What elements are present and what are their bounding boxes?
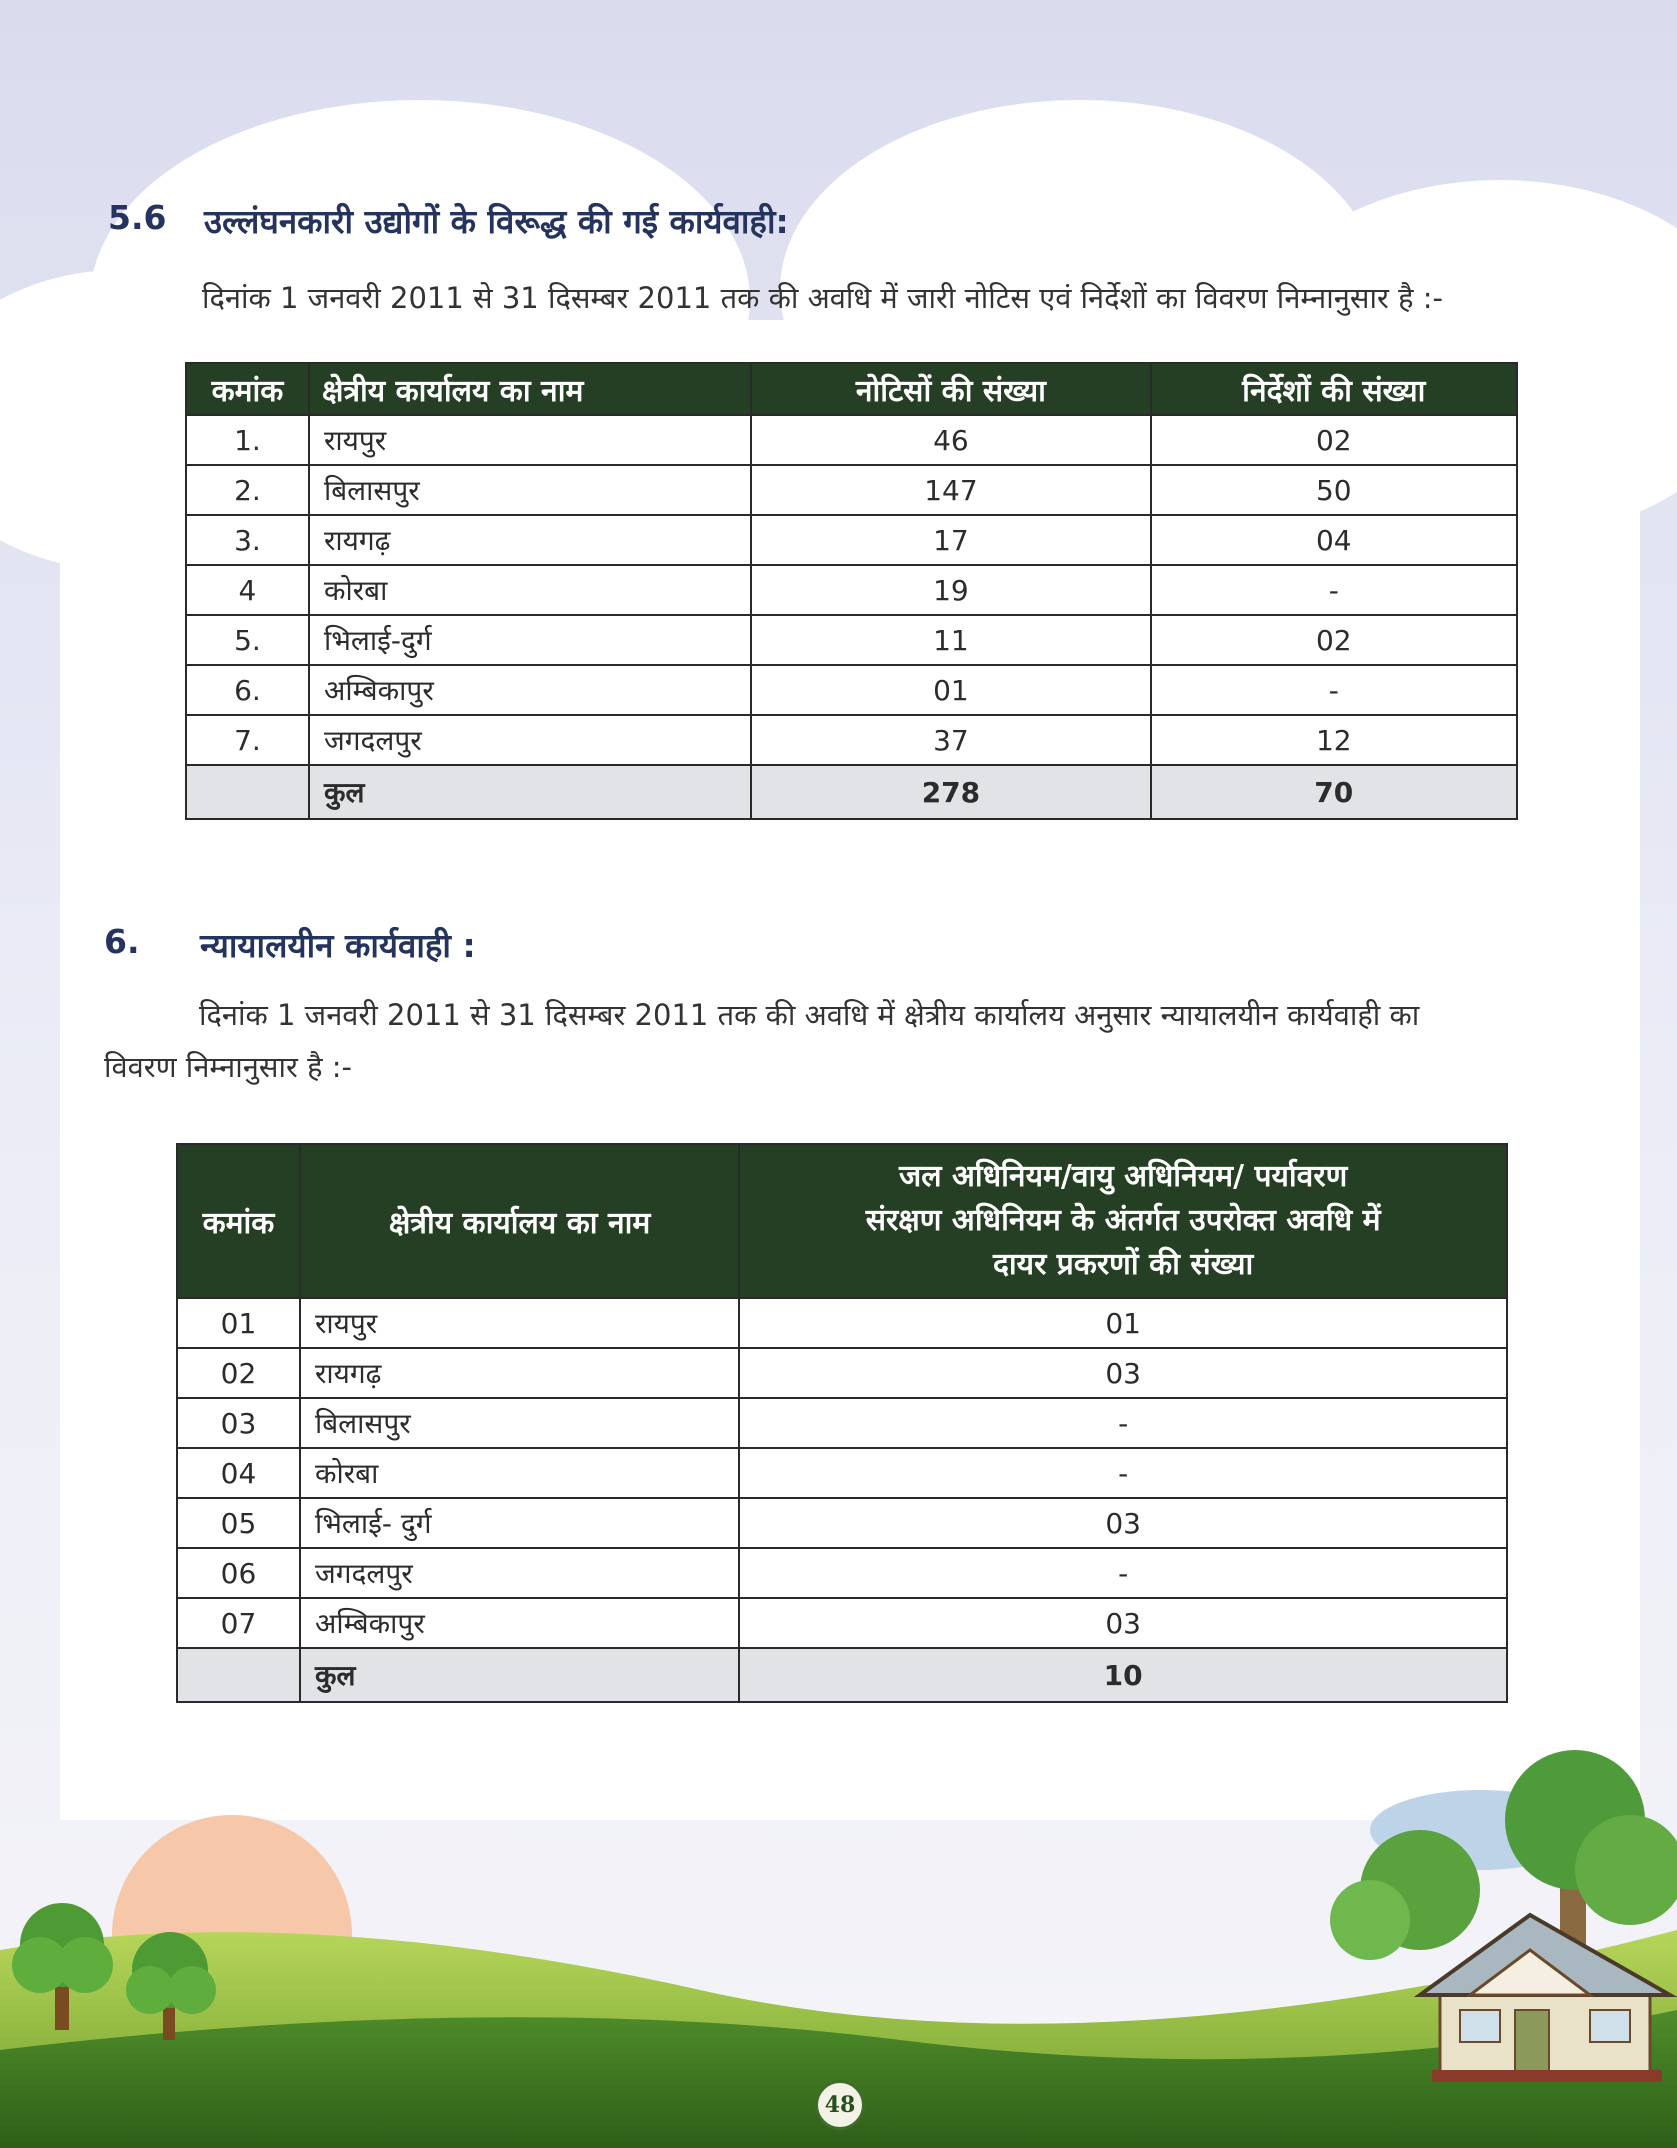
table-row (177, 1598, 1507, 1648)
table-cell: 04 (1151, 515, 1517, 565)
section-title: न्यायालयीन कार्यवाही : (200, 926, 476, 965)
table-row (186, 715, 1517, 765)
table-cell: 06 (177, 1548, 300, 1598)
total-cell (186, 765, 309, 819)
table-row (177, 1348, 1507, 1398)
table-cell: 147 (751, 465, 1150, 515)
col-header-serial: कमांक (177, 1144, 300, 1298)
notices-table (185, 362, 1518, 820)
table-cell: 4 (186, 565, 309, 615)
table-cell: - (1151, 665, 1517, 715)
total-cell: कुल (309, 765, 751, 819)
table-cell: बिलासपुर (300, 1398, 739, 1448)
table-cell: रायगढ़ (300, 1348, 739, 1398)
intro-line-1: दिनांक 1 जनवरी 2011 से 31 दिसम्बर 2011 तक की अवधि में क्षेत्रीय कार्यालय अनुसार न्यायालयीन कार्यवाही का (199, 998, 1420, 1032)
table-row (177, 1548, 1507, 1598)
table-cell: भिलाई- दुर्ग (300, 1498, 739, 1548)
table-cell: 01 (751, 665, 1150, 715)
table-cell: 02 (177, 1348, 300, 1398)
table-row (186, 565, 1517, 615)
table-cell: 07 (177, 1598, 300, 1648)
table-header-row (177, 1144, 1507, 1298)
total-cell: कुल (300, 1648, 739, 1702)
table-row (177, 1298, 1507, 1348)
table-cell: 11 (751, 615, 1150, 665)
table-cell: कोरबा (309, 565, 751, 615)
table-cell: कोरबा (300, 1448, 739, 1498)
table-cell: बिलासपुर (309, 465, 751, 515)
table-cell: 05 (177, 1498, 300, 1548)
table-cell: 2. (186, 465, 309, 515)
table-row (186, 665, 1517, 715)
col-header-serial: कमांक (186, 363, 309, 415)
table-cell: 02 (1151, 415, 1517, 465)
col-header-office: क्षेत्रीय कार्यालय का नाम (309, 363, 751, 415)
table-cell: 04 (177, 1448, 300, 1498)
total-cell: 278 (751, 765, 1150, 819)
table-cell: 19 (751, 565, 1150, 615)
table-cell: 12 (1151, 715, 1517, 765)
table-cell: - (739, 1398, 1507, 1448)
court-cases-table (176, 1143, 1508, 1703)
table-cell: 03 (739, 1598, 1507, 1648)
header-line: दायर प्रकरणों की संख्या (992, 1247, 1254, 1282)
col-header-cases (739, 1144, 1507, 1298)
col-header-office: क्षेत्रीय कार्यालय का नाम (300, 1144, 739, 1298)
table-cell: जगदलपुर (300, 1548, 739, 1598)
total-cell (177, 1648, 300, 1702)
header-line: जल अधिनियम/वायु अधिनियम/ पर्यावरण (898, 1159, 1348, 1194)
page-number: 48 (815, 2080, 865, 2130)
table-cell: 03 (739, 1498, 1507, 1548)
table-row (186, 615, 1517, 665)
table-cell: अम्बिकापुर (300, 1598, 739, 1648)
table-cell: 1. (186, 415, 309, 465)
table-row (186, 465, 1517, 515)
table-cell: 6. (186, 665, 309, 715)
table-cell: 37 (751, 715, 1150, 765)
table-total-row (186, 765, 1517, 819)
table-cell: 5. (186, 615, 309, 665)
table-cell: 03 (177, 1398, 300, 1448)
table-cell: - (1151, 565, 1517, 615)
table-cell: 01 (177, 1298, 300, 1348)
table-total-row (177, 1648, 1507, 1702)
section-intro-6 (104, 985, 1594, 1097)
total-cell: 10 (739, 1648, 1507, 1702)
table-cell: 01 (739, 1298, 1507, 1348)
table-cell: रायपुर (300, 1298, 739, 1348)
table-row (177, 1398, 1507, 1448)
table-row (177, 1498, 1507, 1548)
header-line: संरक्षण अधिनियम के अंतर्गत उपरोक्त अवधि में (865, 1203, 1381, 1238)
col-header-directions: निर्देशों की संख्या (1151, 363, 1517, 415)
section-number: 5.6 (108, 198, 167, 237)
section-intro-5-6: दिनांक 1 जनवरी 2011 से 31 दिसम्बर 2011 तक की अवधि में जारी नोटिस एवं निर्देशों का विवरण निम्नानुसार है :- (202, 281, 1443, 315)
table-cell: 50 (1151, 465, 1517, 515)
section-title: उल्लंघनकारी उद्योगों के विरूद्ध की गई कार्यवाही: (204, 202, 789, 241)
table-cell: - (739, 1548, 1507, 1598)
table-header-row (186, 363, 1517, 415)
table-cell: 03 (739, 1348, 1507, 1398)
total-cell: 70 (1151, 765, 1517, 819)
table-cell: भिलाई-दुर्ग (309, 615, 751, 665)
table-cell: जगदलपुर (309, 715, 751, 765)
table-cell: रायगढ़ (309, 515, 751, 565)
section-number: 6. (104, 922, 140, 961)
table-cell: रायपुर (309, 415, 751, 465)
table-cell: 3. (186, 515, 309, 565)
table-cell: 02 (1151, 615, 1517, 665)
table-cell: - (739, 1448, 1507, 1498)
table-cell: 17 (751, 515, 1150, 565)
table-cell: अम्बिकापुर (309, 665, 751, 715)
table-row (186, 515, 1517, 565)
table-row (186, 415, 1517, 465)
table-cell: 46 (751, 415, 1150, 465)
col-header-notices: नोटिसों की संख्या (751, 363, 1150, 415)
table-cell: 7. (186, 715, 309, 765)
table-row (177, 1448, 1507, 1498)
intro-line-2: विवरण निम्नानुसार है :- (104, 1050, 352, 1084)
